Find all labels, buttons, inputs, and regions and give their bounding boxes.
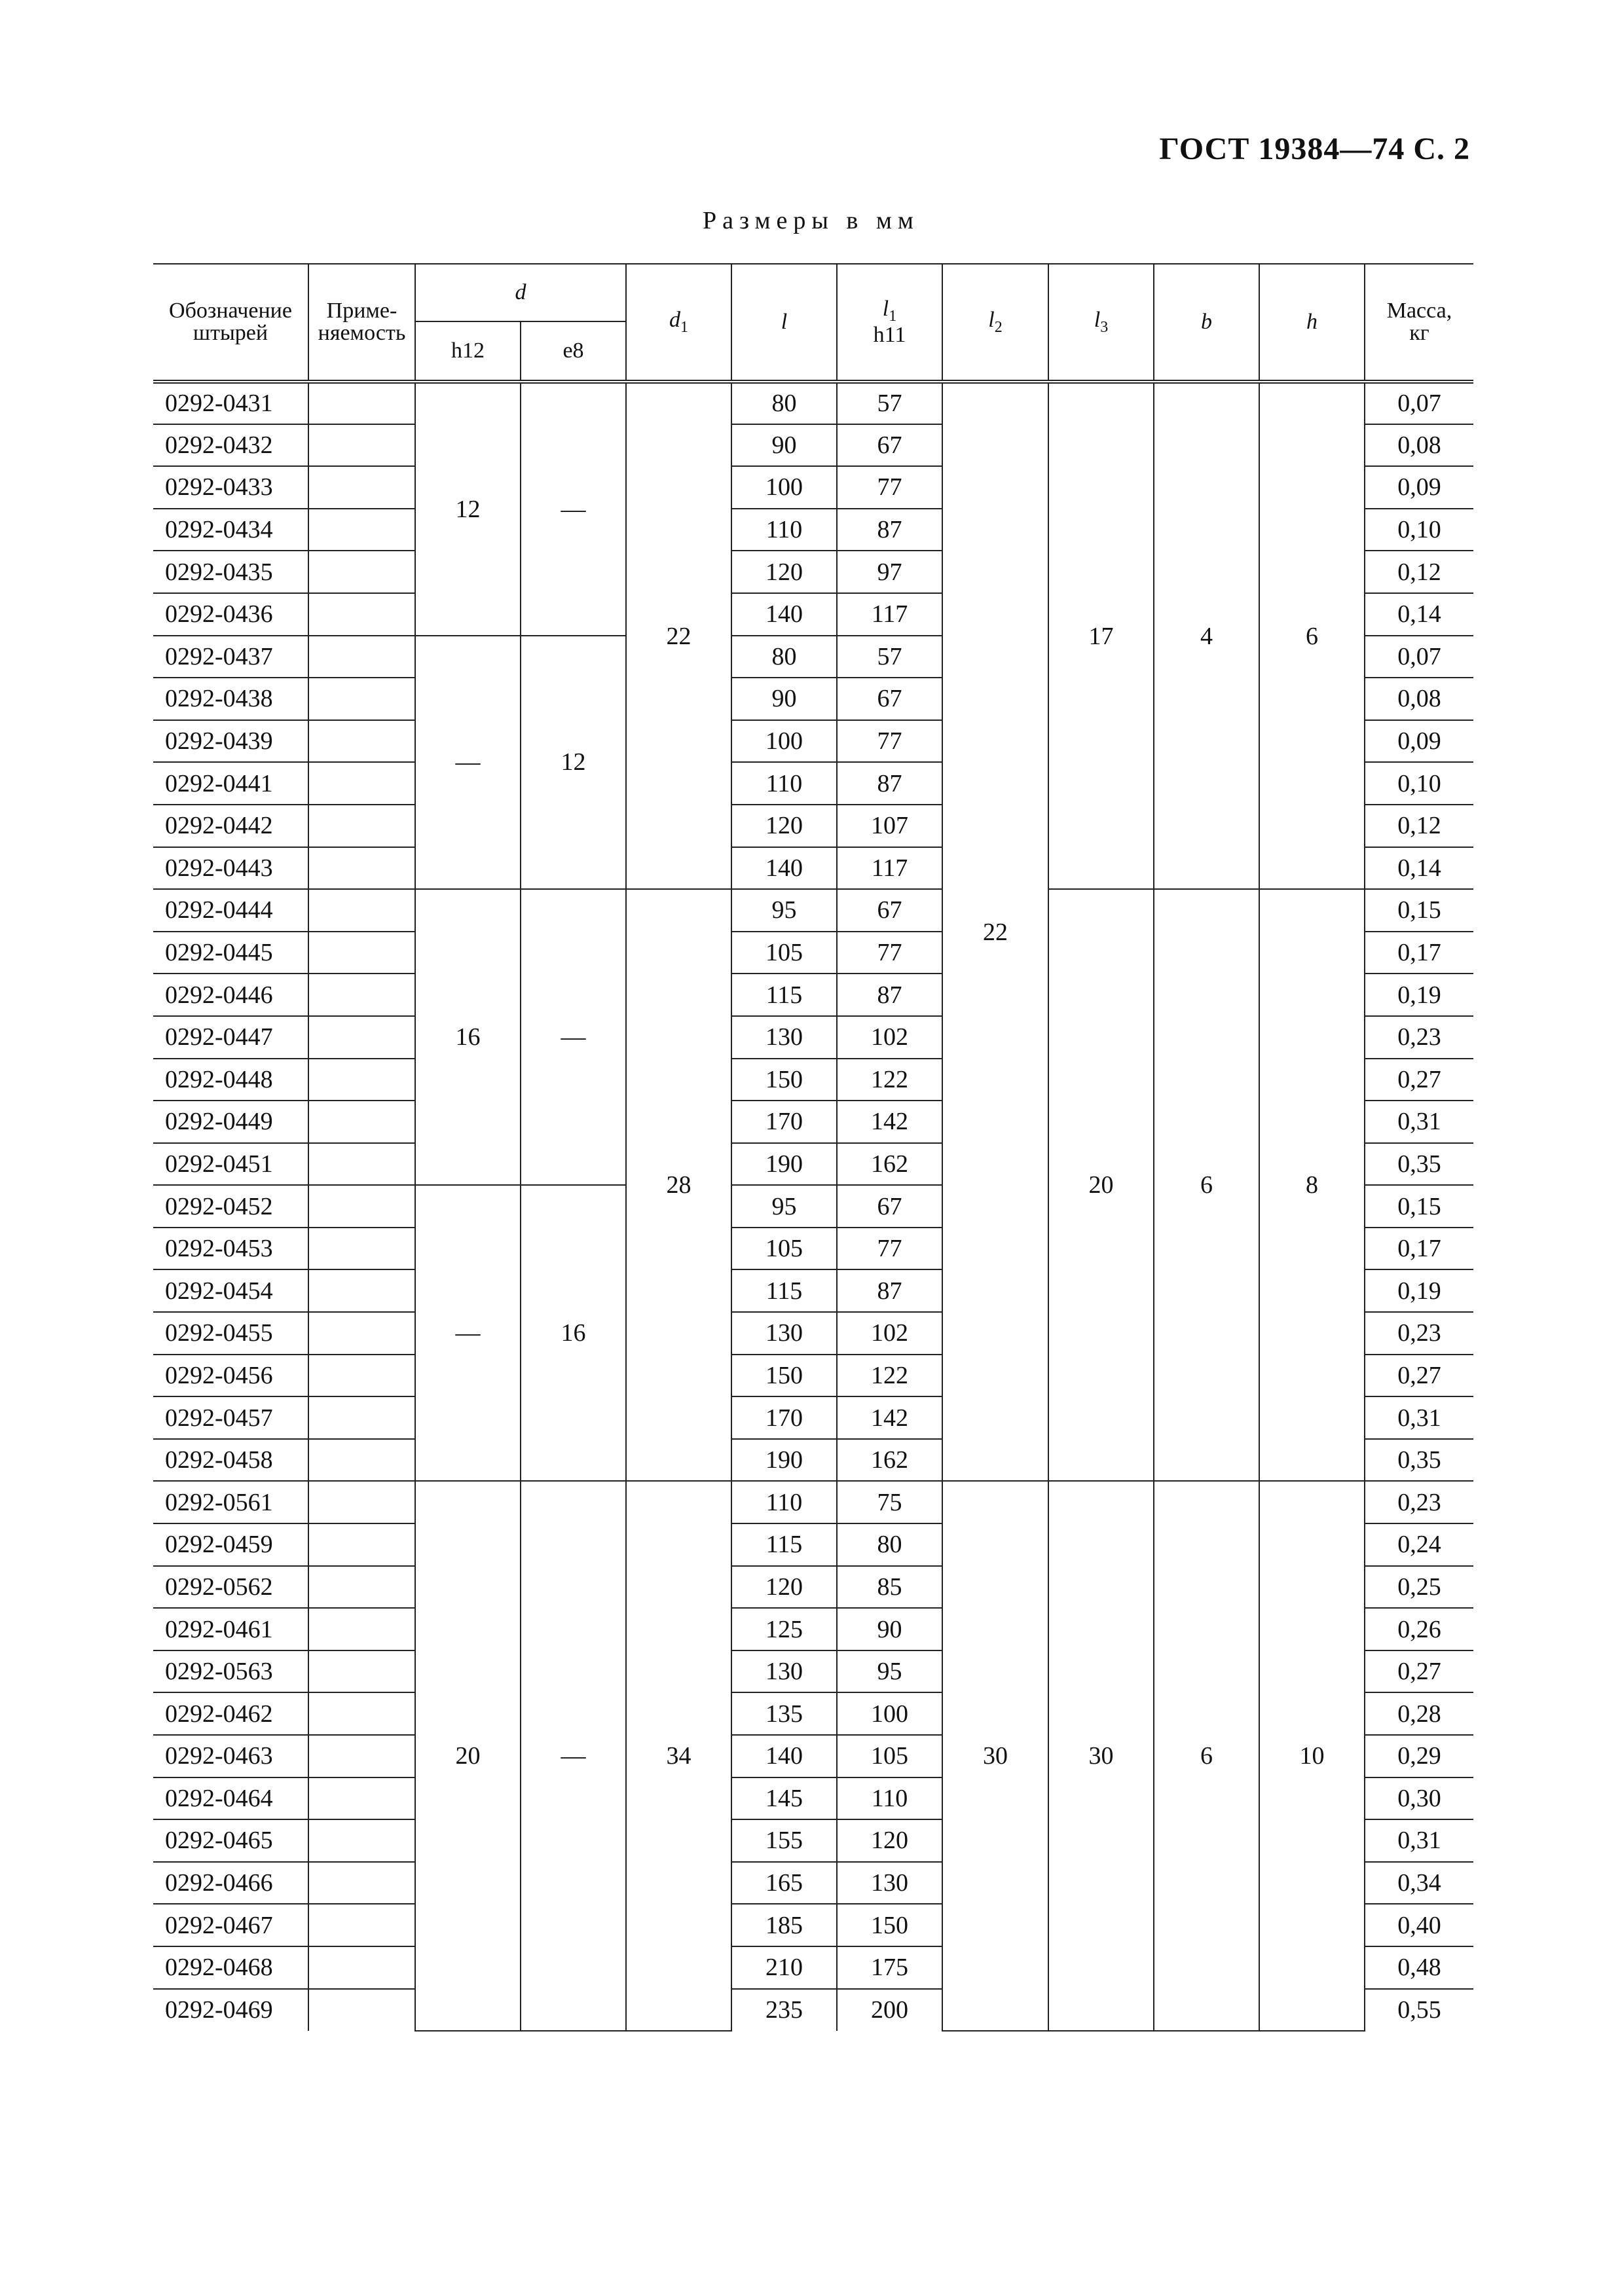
header-l1-tolerance: h11 [873, 323, 906, 347]
code-cell: 0292-0435 [153, 551, 308, 593]
l-cell: 135 [731, 1692, 837, 1735]
l1-cell: 122 [837, 1059, 942, 1101]
l1-cell: 87 [837, 1269, 942, 1312]
l-cell: 130 [731, 1650, 837, 1693]
mass-cell: 0,15 [1365, 1185, 1473, 1228]
code-cell: 0292-0454 [153, 1269, 308, 1312]
code-cell: 0292-0444 [153, 889, 308, 932]
l1-cell: 107 [837, 805, 942, 847]
mass-cell: 0,09 [1365, 466, 1473, 509]
mass-cell: 0,12 [1365, 551, 1473, 593]
code-cell: 0292-0433 [153, 466, 308, 509]
mass-cell: 0,29 [1365, 1735, 1473, 1777]
applicability-cell [308, 1228, 415, 1270]
code-cell: 0292-0463 [153, 1735, 308, 1777]
mass-cell: 0,19 [1365, 974, 1473, 1016]
b-cell: 6 [1154, 1481, 1259, 2031]
l-cell: 105 [731, 932, 837, 974]
l1-cell: 57 [837, 382, 942, 424]
l-cell: 155 [731, 1819, 837, 1862]
mass-cell: 0,35 [1365, 1143, 1473, 1186]
l1-cell: 130 [837, 1862, 942, 1904]
applicability-cell [308, 1101, 415, 1143]
dimensions-table [153, 263, 1473, 2032]
applicability-cell [308, 1819, 415, 1862]
l-cell: 105 [731, 1228, 837, 1270]
code-cell: 0292-0431 [153, 382, 308, 424]
code-cell: 0292-0455 [153, 1312, 308, 1355]
applicability-cell [308, 1523, 415, 1566]
header-d1 [626, 264, 731, 382]
code-cell: 0292-0469 [153, 1989, 308, 2032]
header-l3-symbol: l [1094, 308, 1101, 332]
l-cell: 125 [731, 1608, 837, 1650]
l-cell: 120 [731, 805, 837, 847]
code-cell: 0292-0448 [153, 1059, 308, 1101]
l1-cell: 162 [837, 1439, 942, 1482]
mass-cell: 0,24 [1365, 1523, 1473, 1566]
l1-cell: 77 [837, 720, 942, 763]
header-l2-subscript: 2 [994, 319, 1003, 336]
l-cell: 130 [731, 1312, 837, 1355]
l-cell: 115 [731, 1523, 837, 1566]
mass-cell: 0,07 [1365, 382, 1473, 424]
applicability-cell [308, 1650, 415, 1693]
mass-cell: 0,23 [1365, 1016, 1473, 1059]
l1-cell: 200 [837, 1989, 942, 2032]
code-cell: 0292-0461 [153, 1608, 308, 1650]
l-cell: 95 [731, 1185, 837, 1228]
d-h12-cell: — [415, 636, 521, 890]
code-cell: 0292-0445 [153, 932, 308, 974]
mass-cell: 0,27 [1365, 1355, 1473, 1397]
l-cell: 140 [731, 847, 837, 890]
d-e8-cell: — [521, 1481, 626, 2031]
l-cell: 110 [731, 1481, 837, 1523]
l1-cell: 67 [837, 889, 942, 932]
mass-cell: 0,40 [1365, 1904, 1473, 1946]
l-cell: 140 [731, 593, 837, 636]
applicability-cell [308, 932, 415, 974]
applicability-cell [308, 1777, 415, 1820]
code-cell: 0292-0449 [153, 1101, 308, 1143]
applicability-cell [308, 1439, 415, 1482]
d-h12-cell: — [415, 1185, 521, 1481]
d-e8-cell: 16 [521, 1185, 626, 1481]
l1-cell: 87 [837, 762, 942, 805]
l1-cell: 90 [837, 1608, 942, 1650]
header-d: d [415, 264, 626, 321]
code-cell: 0292-0457 [153, 1396, 308, 1439]
l1-cell: 142 [837, 1396, 942, 1439]
applicability-cell [308, 1566, 415, 1609]
applicability-cell [308, 1481, 415, 1523]
mass-cell: 0,08 [1365, 678, 1473, 720]
header-d-e8: e8 [521, 321, 626, 382]
l-cell: 190 [731, 1143, 837, 1186]
l1-cell: 97 [837, 551, 942, 593]
applicability-cell [308, 678, 415, 720]
code-cell: 0292-0561 [153, 1481, 308, 1523]
mass-cell: 0,14 [1365, 847, 1473, 890]
l-cell: 80 [731, 636, 837, 678]
l1-cell: 67 [837, 424, 942, 467]
header-code-line2: штырей [193, 321, 268, 345]
applicability-cell [308, 1016, 415, 1059]
header-l1-subscript: 1 [889, 308, 897, 325]
l1-cell: 77 [837, 466, 942, 509]
header-mass [1365, 264, 1473, 382]
header-l2 [942, 264, 1048, 382]
code-cell: 0292-0447 [153, 1016, 308, 1059]
l1-cell: 100 [837, 1692, 942, 1735]
code-cell: 0292-0464 [153, 1777, 308, 1820]
mass-cell: 0,12 [1365, 805, 1473, 847]
mass-cell: 0,25 [1365, 1566, 1473, 1609]
code-cell: 0292-0438 [153, 678, 308, 720]
applicability-cell [308, 1904, 415, 1946]
mass-cell: 0,10 [1365, 509, 1473, 551]
l1-cell: 175 [837, 1946, 942, 1989]
applicability-cell [308, 1735, 415, 1777]
applicability-cell [308, 1692, 415, 1735]
header-code-line1: Обозначение [169, 299, 292, 323]
l-cell: 185 [731, 1904, 837, 1946]
l1-cell: 110 [837, 1777, 942, 1820]
l-cell: 100 [731, 466, 837, 509]
l-cell: 150 [731, 1355, 837, 1397]
code-cell: 0292-0439 [153, 720, 308, 763]
l-cell: 165 [731, 1862, 837, 1904]
mass-cell: 0,17 [1365, 932, 1473, 974]
l-cell: 90 [731, 424, 837, 467]
l3-cell: 30 [1048, 1481, 1154, 2031]
l1-cell: 75 [837, 1481, 942, 1523]
code-cell: 0292-0467 [153, 1904, 308, 1946]
l2-cell: 22 [942, 382, 1048, 1481]
l-cell: 115 [731, 974, 837, 1016]
l-cell: 90 [731, 678, 837, 720]
header-l3-subscript: 3 [1100, 319, 1109, 336]
mass-cell: 0,14 [1365, 593, 1473, 636]
table-row [153, 1481, 1473, 1523]
applicability-cell [308, 466, 415, 509]
code-cell: 0292-0434 [153, 509, 308, 551]
code-cell: 0292-0456 [153, 1355, 308, 1397]
mass-cell: 0,28 [1365, 1692, 1473, 1735]
l-cell: 130 [731, 1016, 837, 1059]
units-caption: Размеры в мм [703, 207, 919, 234]
code-cell: 0292-0466 [153, 1862, 308, 1904]
mass-cell: 0,27 [1365, 1059, 1473, 1101]
code-cell: 0292-0453 [153, 1228, 308, 1270]
header-applicability-line1: Приме- [326, 299, 397, 323]
d-h12-cell: 12 [415, 382, 521, 636]
l1-cell: 87 [837, 974, 942, 1016]
l1-cell: 150 [837, 1904, 942, 1946]
mass-cell: 0,31 [1365, 1396, 1473, 1439]
l1-cell: 67 [837, 1185, 942, 1228]
l1-cell: 102 [837, 1016, 942, 1059]
l-cell: 110 [731, 509, 837, 551]
table-row [153, 382, 1473, 424]
mass-cell: 0,26 [1365, 1608, 1473, 1650]
l-cell: 115 [731, 1269, 837, 1312]
mass-cell: 0,19 [1365, 1269, 1473, 1312]
header-mass-line2: кг [1409, 321, 1429, 345]
mass-cell: 0,27 [1365, 1650, 1473, 1693]
applicability-cell [308, 636, 415, 678]
mass-cell: 0,48 [1365, 1946, 1473, 1989]
l1-cell: 105 [837, 1735, 942, 1777]
d1-cell: 22 [626, 382, 731, 889]
l1-cell: 102 [837, 1312, 942, 1355]
applicability-cell [308, 1185, 415, 1228]
applicability-cell [308, 509, 415, 551]
l-cell: 170 [731, 1101, 837, 1143]
table-row [153, 889, 1473, 932]
mass-cell: 0,31 [1365, 1819, 1473, 1862]
l-cell: 210 [731, 1946, 837, 1989]
d-e8-cell: — [521, 889, 626, 1185]
header-d-h12: h12 [415, 321, 521, 382]
header-applicability [308, 264, 415, 382]
mass-cell: 0,10 [1365, 762, 1473, 805]
mass-cell: 0,08 [1365, 424, 1473, 467]
l-cell: 120 [731, 1566, 837, 1609]
l-cell: 100 [731, 720, 837, 763]
mass-cell: 0,09 [1365, 720, 1473, 763]
l1-cell: 57 [837, 636, 942, 678]
applicability-cell [308, 1989, 415, 2032]
header-b: b [1154, 264, 1259, 382]
mass-cell: 0,31 [1365, 1101, 1473, 1143]
mass-cell: 0,55 [1365, 1989, 1473, 2032]
l1-cell: 80 [837, 1523, 942, 1566]
l1-cell: 95 [837, 1650, 942, 1693]
mass-cell: 0,15 [1365, 889, 1473, 932]
l-cell: 80 [731, 382, 837, 424]
applicability-cell [308, 1608, 415, 1650]
applicability-cell [308, 424, 415, 467]
header-d1-symbol: d [669, 308, 680, 332]
mass-cell: 0,23 [1365, 1312, 1473, 1355]
l1-cell: 162 [837, 1143, 942, 1186]
l-cell: 110 [731, 762, 837, 805]
applicability-cell [308, 762, 415, 805]
h-cell: 8 [1259, 889, 1365, 1481]
code-cell: 0292-0436 [153, 593, 308, 636]
applicability-cell [308, 847, 415, 890]
code-cell: 0292-0462 [153, 1692, 308, 1735]
applicability-cell [308, 1312, 415, 1355]
l1-cell: 87 [837, 509, 942, 551]
d1-cell: 34 [626, 1481, 731, 2031]
d1-cell: 28 [626, 889, 731, 1481]
l1-cell: 117 [837, 847, 942, 890]
mass-cell: 0,35 [1365, 1439, 1473, 1482]
code-cell: 0292-0563 [153, 1650, 308, 1693]
l2-cell: 30 [942, 1481, 1048, 2031]
d-e8-cell: 12 [521, 636, 626, 890]
code-cell: 0292-0443 [153, 847, 308, 890]
b-cell: 6 [1154, 889, 1259, 1481]
mass-cell: 0,17 [1365, 1228, 1473, 1270]
code-cell: 0292-0452 [153, 1185, 308, 1228]
header-d1-subscript: 1 [680, 319, 688, 336]
mass-cell: 0,23 [1365, 1481, 1473, 1523]
applicability-cell [308, 805, 415, 847]
header-l2-symbol: l [988, 308, 995, 332]
l-cell: 170 [731, 1396, 837, 1439]
applicability-cell [308, 551, 415, 593]
l1-cell: 85 [837, 1566, 942, 1609]
header-h: h [1259, 264, 1365, 382]
code-cell: 0292-0468 [153, 1946, 308, 1989]
code-cell: 0292-0465 [153, 1819, 308, 1862]
l1-cell: 77 [837, 1228, 942, 1270]
code-cell: 0292-0458 [153, 1439, 308, 1482]
l1-cell: 67 [837, 678, 942, 720]
l-cell: 145 [731, 1777, 837, 1820]
applicability-cell [308, 1269, 415, 1312]
applicability-cell [308, 1946, 415, 1989]
code-cell: 0292-0437 [153, 636, 308, 678]
l1-cell: 142 [837, 1101, 942, 1143]
code-cell: 0292-0432 [153, 424, 308, 467]
h-cell: 6 [1259, 382, 1365, 889]
applicability-cell [308, 974, 415, 1016]
l1-cell: 117 [837, 593, 942, 636]
code-cell: 0292-0459 [153, 1523, 308, 1566]
header-l3 [1048, 264, 1154, 382]
d-e8-cell: — [521, 382, 626, 636]
l-cell: 235 [731, 1989, 837, 2032]
l3-cell: 20 [1048, 889, 1154, 1481]
applicability-cell [308, 720, 415, 763]
code-cell: 0292-0451 [153, 1143, 308, 1186]
l-cell: 95 [731, 889, 837, 932]
d-h12-cell: 20 [415, 1481, 521, 2031]
mass-cell: 0,34 [1365, 1862, 1473, 1904]
l-cell: 140 [731, 1735, 837, 1777]
l1-cell: 77 [837, 932, 942, 974]
l1-cell: 122 [837, 1355, 942, 1397]
applicability-cell [308, 1143, 415, 1186]
code-cell: 0292-0442 [153, 805, 308, 847]
header-code [153, 264, 308, 382]
applicability-cell [308, 593, 415, 636]
applicability-cell [308, 382, 415, 424]
code-cell: 0292-0562 [153, 1566, 308, 1609]
mass-cell: 0,07 [1365, 636, 1473, 678]
header-l1-symbol: l [882, 297, 889, 321]
h-cell: 10 [1259, 1481, 1365, 2031]
applicability-cell [308, 1396, 415, 1439]
header-applicability-line2: няемость [318, 321, 406, 345]
page-header: ГОСТ 19384—74 С. 2 [1159, 132, 1470, 166]
applicability-cell [308, 889, 415, 932]
applicability-cell [308, 1862, 415, 1904]
l-cell: 120 [731, 551, 837, 593]
header-l1 [837, 264, 942, 382]
d-h12-cell: 16 [415, 889, 521, 1185]
l1-cell: 120 [837, 1819, 942, 1862]
applicability-cell [308, 1355, 415, 1397]
b-cell: 4 [1154, 382, 1259, 889]
l3-cell: 17 [1048, 382, 1154, 889]
header-mass-line1: Масса, [1386, 299, 1452, 323]
l-cell: 190 [731, 1439, 837, 1482]
mass-cell: 0,30 [1365, 1777, 1473, 1820]
l-cell: 150 [731, 1059, 837, 1101]
applicability-cell [308, 1059, 415, 1101]
code-cell: 0292-0441 [153, 762, 308, 805]
table-body [153, 382, 1473, 2031]
header-l: l [731, 264, 837, 382]
code-cell: 0292-0446 [153, 974, 308, 1016]
